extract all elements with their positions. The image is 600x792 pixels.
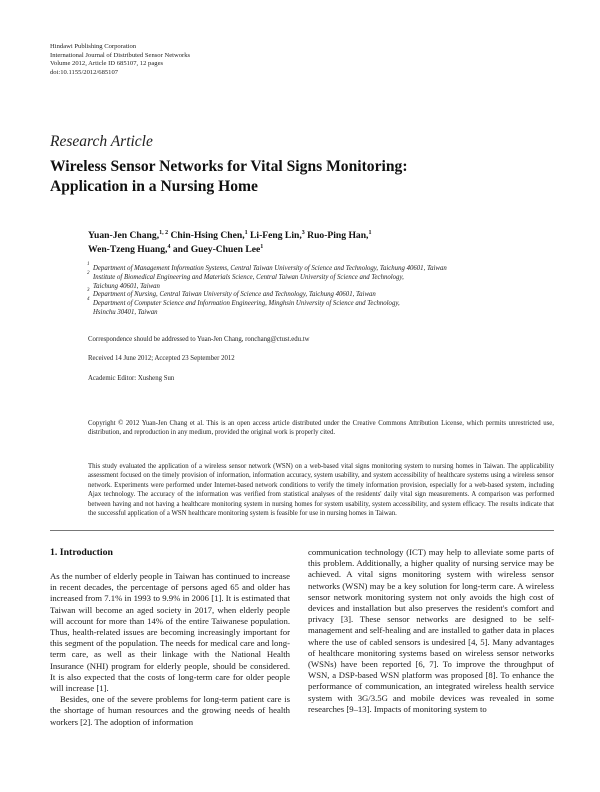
title-line-2: Application in a Nursing Home — [50, 177, 258, 195]
affiliation-text: Department of Nursing, Central Taiwan University of Science and Technology, Taichung 40601, Taiwan — [93, 291, 376, 299]
author: Chin-Hsing Chen, — [170, 230, 245, 241]
author: Li-Feng Lin, — [250, 230, 302, 241]
journal-header — [50, 43, 190, 77]
volume-info: Volume 2012, Article ID 685107, 12 pages — [50, 60, 164, 68]
section-divider — [50, 530, 554, 531]
affiliations — [87, 262, 558, 318]
author-affiliation-mark: 4 — [167, 243, 171, 250]
author-list — [88, 229, 568, 256]
author-affiliation-mark: 3 — [301, 230, 305, 236]
author: and Guey-Chuen Lee — [172, 243, 261, 255]
copyright-notice: Copyright © 2012 Yuan-Jen Chang et al. This is an open access article distributed under the Creative Commons Attribution License, which permits unrestricted use, distribution, and reproduction in any medium, provided the original work is properly cited. — [88, 420, 554, 437]
correspondence: Correspondence should be addressed to Yuan-Jen Chang, ronchang@ctust.edu.tw — [88, 336, 310, 343]
author-affiliation-mark: 1 — [260, 243, 264, 250]
affiliation-text-continued: Hsinchu 30401, Taiwan — [93, 308, 158, 316]
paragraph: communication technology (ICT) may help to alleviate some parts of this problem. Additionally, a higher quality of nursing service may be achieved. A vital signs monitoring system with wireless sensor networks (WSN) may be a key solution for long-term care. A wireless sensor network monitoring system not only avoids the high cost of devices and installation but also preserves the resident's comfort and privacy [3]. These sensor networks are designed to be self-management and self-healing and are installed to gather data in places where the use of cabled sensors is undesired [4, 5]. Many advantages of healthcare monitoring systems based on wireless sensor networks (WSNs) have been reported [6, 7]. To improve the throughput of WSN, a DSP-based WSN platform was proposed [8]. To enhance the performance of communication, an integrated wireless health service system with 3G/3.5G and mobile devices was revealed in some researches [9–13]. Impacts of monitoring system to — [308, 547, 554, 714]
paragraph: Besides, one of the severe problems for long-term patient care is the shortage of human resources and the growing needs of health workers [2]. The adoption of information — [50, 694, 290, 727]
article-type: Research Article — [50, 133, 153, 150]
author-affiliation-mark: 1, 2 — [159, 230, 169, 236]
affiliation-text-continued: Taichung 40601, Taiwan — [93, 282, 160, 290]
title-line-1: Wireless Sensor Networks for Vital Signs Monitoring: — [50, 158, 408, 175]
affiliation-text: Institute of Biomedical Engineering and Materials Science, Central Taiwan University of Science and Technology, — [93, 273, 404, 281]
author: Ruo-Ping Han, — [307, 230, 369, 241]
affiliation-item: 2 Institute of Biomedical Engineering and Materials Science, Central Taiwan University of Science and Technology, Taichung 40601, Taiwan — [87, 270, 404, 290]
author-affiliation-mark: 1 — [244, 230, 248, 236]
section-heading: 1. Introduction — [50, 547, 113, 558]
affiliation-item: 4 Department of Computer Science and Information Engineering, Minghsin University of Science and Technology, Hsinchu 30401, Taiwan — [87, 297, 400, 316]
author: Wen-Tzeng Huang, — [88, 243, 168, 255]
received-accepted-dates: Received 14 June 2012; Accepted 23 September 2012 — [88, 355, 235, 362]
author-affiliation-mark: 1 — [368, 230, 372, 236]
right-column — [308, 547, 554, 715]
publisher-name: Hindawi Publishing Corporation — [50, 43, 137, 50]
affiliation-item: 3 Department of Nursing, Central Taiwan University of Science and Technology, Taichung 40601, Taiwan — [87, 288, 376, 299]
affiliation-text: Department of Computer Science and Information Engineering, Minghsin University of Science and Technology, — [93, 300, 400, 308]
paragraph: As the number of elderly people in Taiwan has continued to increase in recent decades, the percentage of persons aged 65 and older has increased from 7.1% in 1993 to 9.9% in 2006 [1]. It is estimated that Taiwan will become an aged society in 2017, when elderly people will account for more than 14% of the entire Taiwanese population. Thus, health-related issues are becoming increasingly important for this segment of the population. The needs for medical care and long-term care, as well as their linkage with the National Health Insurance (NHI) program for elderly people, should be considered. It is also expected that the costs of long-term care for older people will increase [1]. — [50, 571, 290, 694]
author: Yuan-Jen Chang, — [88, 230, 160, 241]
paper-title — [50, 157, 570, 196]
affiliation-item: 1 Department of Management Information Systems, Central Taiwan University of Science and Technology, Taichung 40601, Taiwan — [87, 262, 447, 272]
left-column — [50, 571, 290, 728]
affiliation-text: Department of Management Information Systems, Central Taiwan University of Science and Technology, Taichung 40601, Taiwan — [93, 265, 447, 272]
academic-editor: Academic Editor: Xusheng Sun — [88, 375, 175, 382]
abstract: This study evaluated the application of a wireless sensor network (WSN) on a web-based vital signs monitoring system to nursing homes in Taiwan. The applicability assessment focused on the timely provision of information, information accuracy, system usability, and system accessibility of healthcare systems using a wireless sensor network. Experiments were performed under Internet-based network conditions to verify the timely information provision, especially for a web-based system, including Ajax technology. The accuracy of the information was verified from statistical analyses of the residents' daily vital sign measurements. A comparison was performed between having and not having a healthcare monitoring system in nursing homes for system usability, system accessibility, and system efficacy. The results indicate that the successful application of a WSN healthcare monitoring system is feasible for use in nursing homes in Taiwan. — [88, 463, 554, 518]
doi: doi:10.1155/2012/685107 — [50, 68, 119, 76]
journal-name: International Journal of Distributed Sensor Networks — [50, 51, 191, 59]
